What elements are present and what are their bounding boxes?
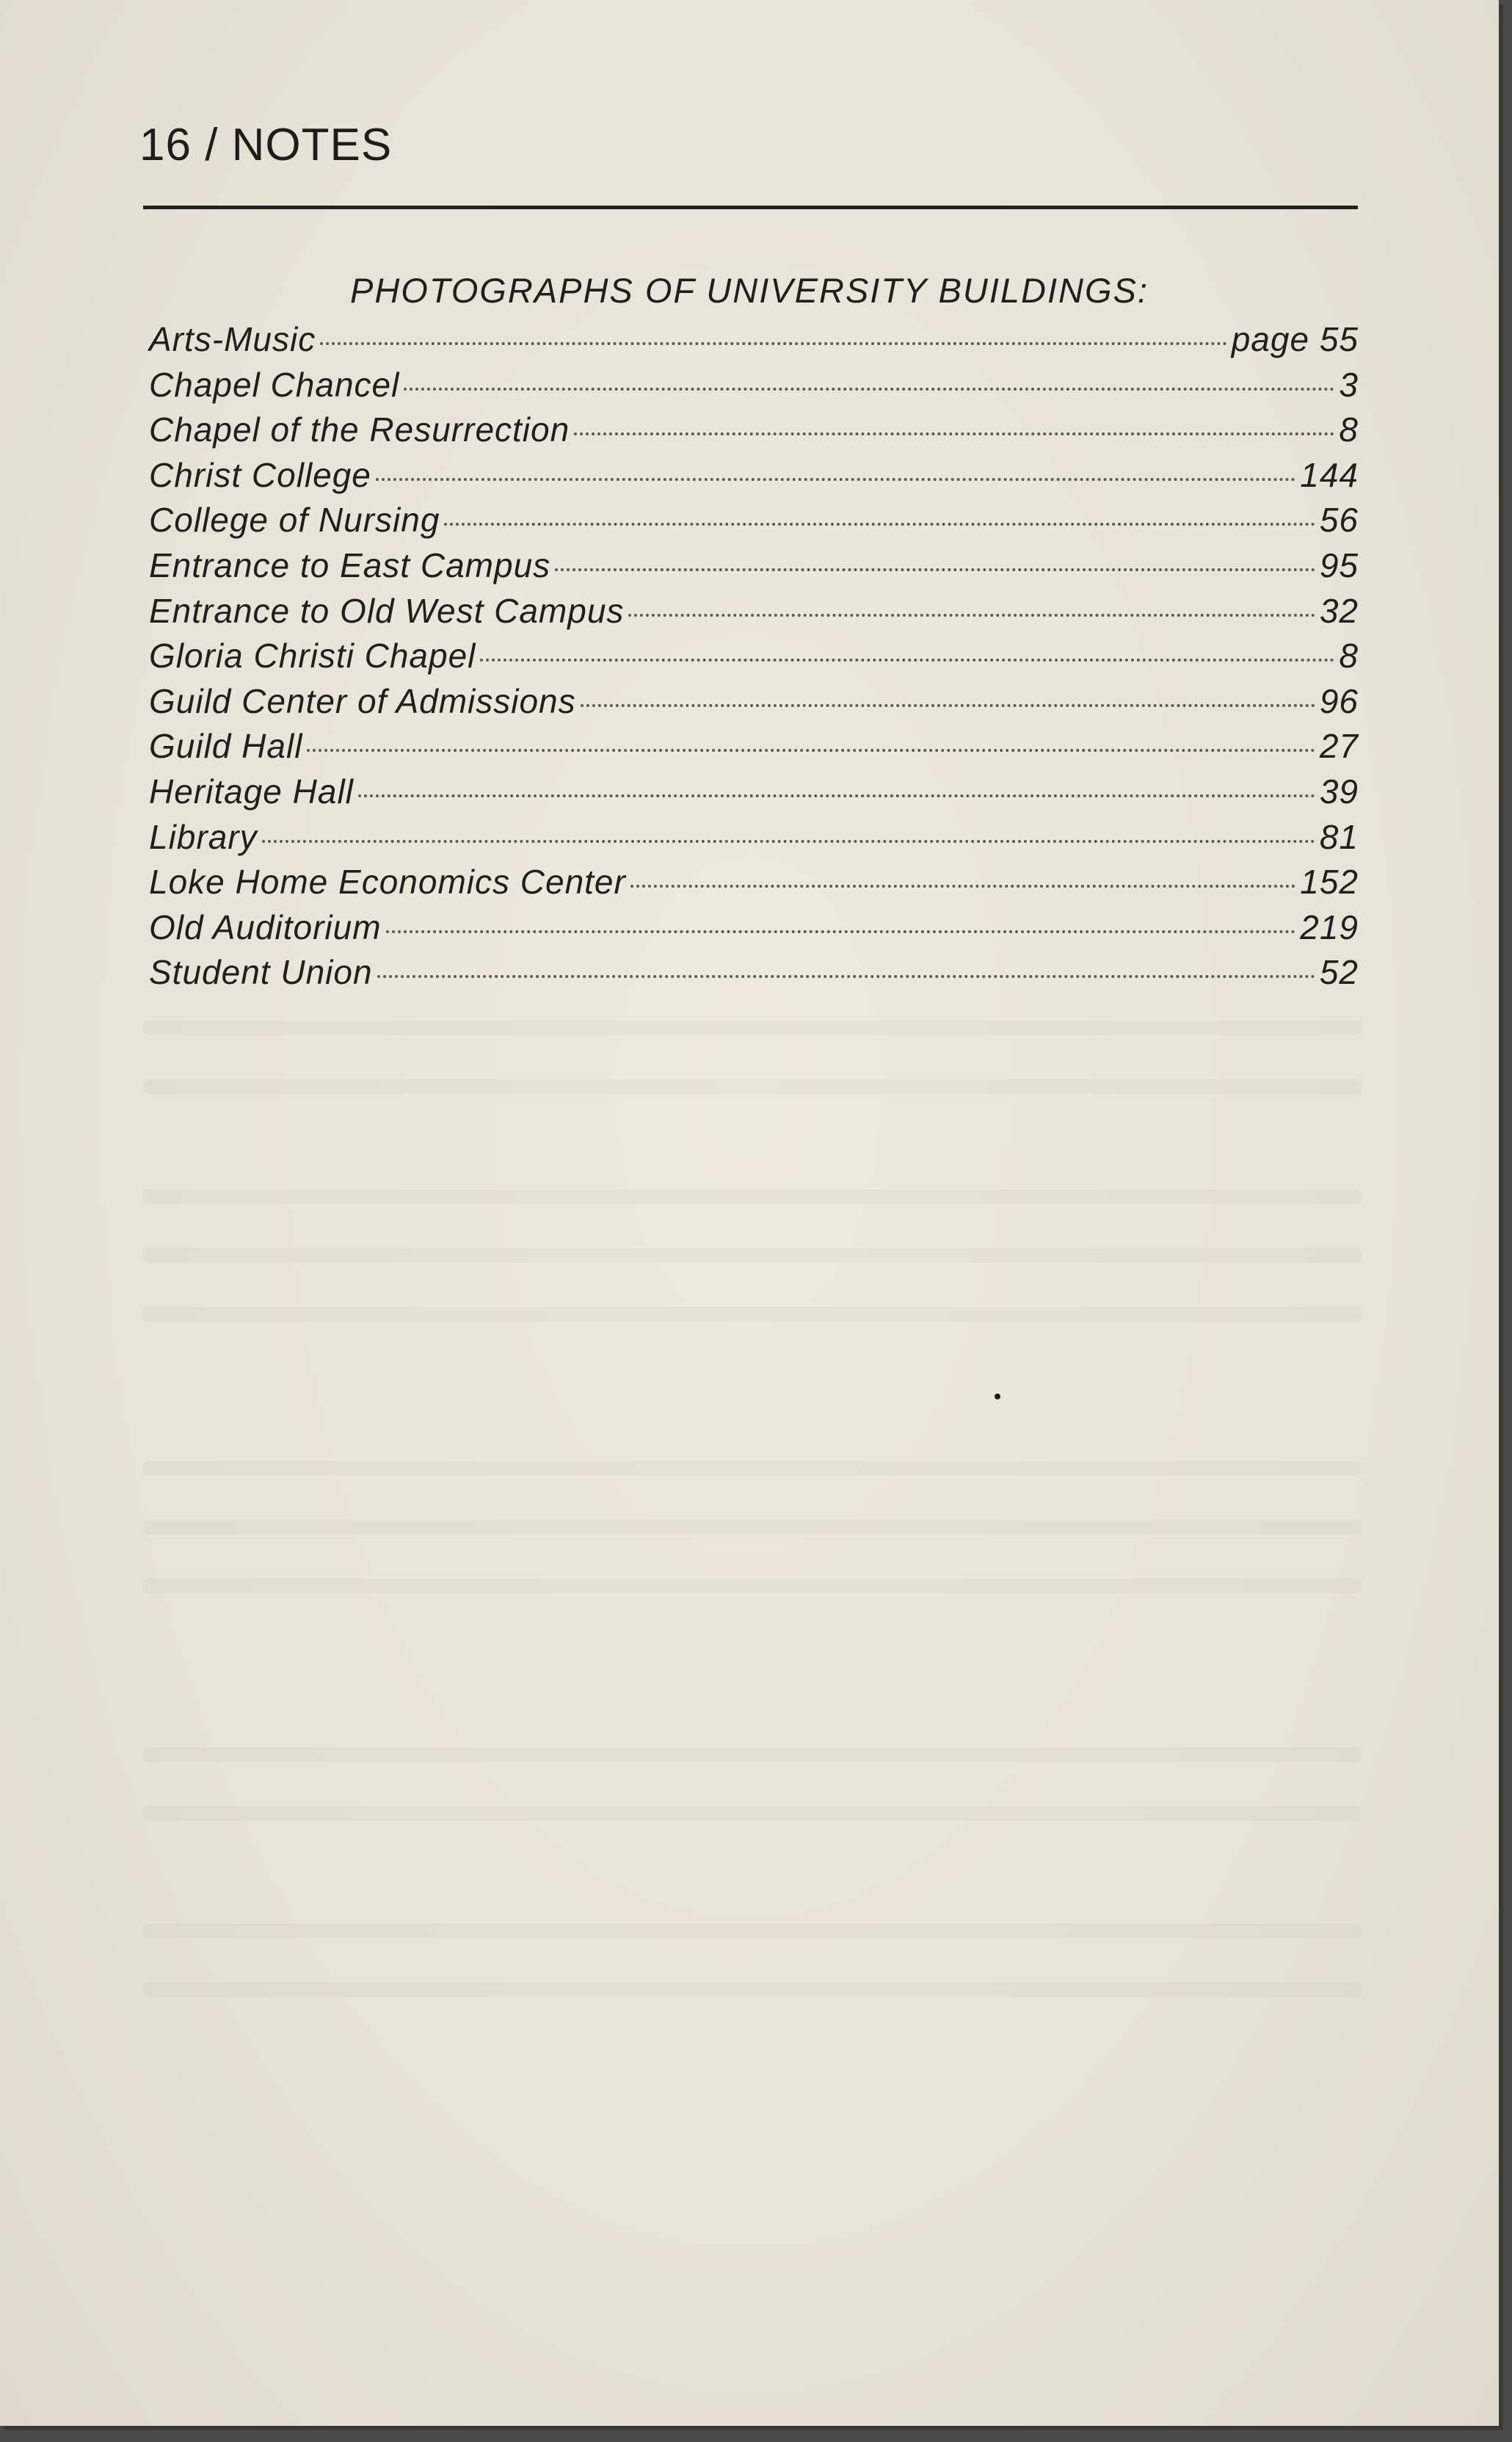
entry-page: 81 [1319,817,1359,856]
dot-leader [444,523,1315,526]
entry-name: Loke Home Economics Center [149,863,626,902]
show-through-shadow [143,1747,1362,1762]
index-entry [149,815,1359,861]
entry-page: 96 [1319,681,1359,720]
index-entry [149,724,1359,769]
entry-page: 39 [1319,772,1359,811]
show-through-shadow [143,1982,1362,1997]
entry-page: 8 [1339,410,1359,449]
entry-page: 152 [1300,863,1359,902]
dot-leader [262,840,1315,843]
dot-leader [377,975,1315,978]
entry-name: Old Auditorium [149,907,382,946]
index-entry [149,498,1359,543]
dot-leader [574,432,1334,435]
entry-name: College of Nursing [149,501,440,540]
dot-leader [386,930,1296,933]
dot-leader [628,614,1315,617]
section-title: PHOTOGRAPHS OF UNIVERSITY BUILDINGS: [350,271,1149,310]
index-entry [149,317,1359,363]
index-entry [149,363,1359,408]
dot-leader [555,568,1315,571]
index-entry [149,679,1359,725]
dot-leader [404,388,1334,391]
dot-leader [358,794,1315,797]
ink-speck [995,1394,1000,1399]
show-through-shadow [143,1307,1362,1322]
entry-page: 3 [1339,365,1359,404]
dot-leader [480,659,1334,662]
entry-page: 52 [1319,953,1359,992]
index-entry [149,589,1359,634]
entry-name: Guild Hall [149,727,303,766]
show-through-shadow [143,1579,1362,1593]
entry-name: Gloria Christi Chapel [149,637,476,675]
show-through-shadow [143,1079,1362,1094]
entry-name: Chapel of the Resurrection [149,410,570,449]
entry-name: Guild Center of Admissions [149,681,576,720]
buildings-photo-index [149,317,1359,996]
entry-page: 8 [1339,637,1359,675]
dot-leader [307,749,1315,752]
entry-page: 144 [1300,455,1359,494]
entry-name: Arts-Music [149,320,316,358]
entry-page: 27 [1319,727,1359,766]
show-through-shadow [143,1806,1362,1821]
index-entry [149,905,1359,951]
entry-name: Christ College [149,455,371,494]
entry-name: Heritage Hall [149,772,354,811]
dot-leader [630,885,1295,888]
index-entry [149,453,1359,499]
show-through-shadow [143,1461,1362,1476]
page-header: 16 / NOTES [139,120,393,170]
dot-leader [320,342,1226,345]
index-entry [149,860,1359,905]
entry-page: 219 [1300,907,1359,946]
entry-page: 95 [1319,546,1359,584]
entry-page: page 55 [1231,320,1359,358]
entry-name: Chapel Chancel [149,365,400,404]
dot-leader [376,478,1295,481]
show-through-shadow [143,1520,1362,1535]
entry-name: Entrance to Old West Campus [149,591,625,630]
entry-name: Student Union [149,953,373,992]
header-rule [143,206,1358,209]
index-entry [149,769,1359,815]
entry-page: 56 [1319,501,1359,540]
entry-page: 32 [1319,591,1359,630]
show-through-shadow [143,1021,1362,1035]
show-through-shadow [143,1189,1362,1204]
show-through-shadow [143,1248,1362,1263]
index-entry [149,543,1359,589]
index-entry [149,634,1359,679]
dot-leader [581,704,1315,707]
index-entry [149,407,1359,453]
entry-name: Library [149,817,258,856]
index-entry [149,950,1359,996]
show-through-shadow [143,1924,1362,1938]
entry-name: Entrance to East Campus [149,546,551,584]
